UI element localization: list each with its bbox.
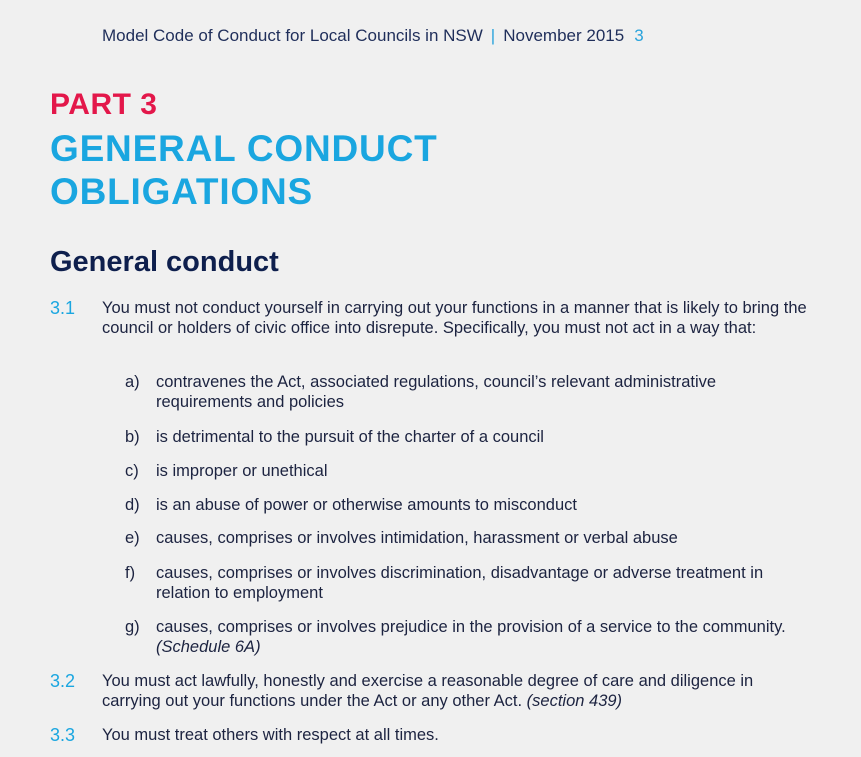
clause-3-1	[50, 298, 810, 338]
running-header	[102, 26, 644, 46]
clause-number: 3.3	[50, 725, 76, 745]
document-date: November 2015	[503, 26, 625, 45]
list-item-text: causes, comprises or involves discrimination, disadvantage or adverse treatment in relation to employment	[156, 564, 764, 602]
clause-text: You must not conduct yourself in carrying out your functions in a manner that is likely to bring the council or holders of civic office into disrepute. Specifically, you must not act in a way that:	[102, 299, 807, 337]
list-item-letter: c)	[125, 462, 139, 480]
clause-3-3	[50, 725, 810, 745]
list-item-text	[156, 617, 805, 657]
schedule-reference: (Schedule 6A)	[156, 638, 261, 656]
list-item-letter: f)	[125, 564, 136, 582]
list-item-f	[125, 563, 805, 603]
list-item-g	[125, 617, 805, 657]
clause-text	[102, 671, 810, 711]
header-separator: |	[490, 26, 496, 45]
list-item-letter: b)	[125, 428, 140, 446]
list-item-body: causes, comprises or involves prejudice in the provision of a service to the community.	[156, 618, 786, 636]
page-number: 3	[634, 26, 644, 45]
section-reference: (section 439)	[526, 692, 623, 710]
clause-body: You must act lawfully, honestly and exercise a reasonable degree of care and diligence in carrying out your functions under the Act or any other Act.	[102, 672, 754, 710]
part-label: PART 3	[50, 88, 158, 121]
clause-3-2	[50, 671, 810, 711]
clause-number: 3.1	[50, 298, 76, 318]
list-item-text: is improper or unethical	[156, 462, 328, 480]
list-item-letter: a)	[125, 373, 140, 391]
document-title: Model Code of Conduct for Local Councils in NSW	[102, 26, 483, 45]
list-item-d	[125, 495, 805, 515]
list-item-b	[125, 427, 805, 447]
list-item-c	[125, 461, 805, 481]
list-item-e	[125, 528, 805, 548]
list-item-text: is detrimental to the pursuit of the charter of a council	[156, 428, 544, 446]
section-heading: General conduct	[50, 246, 279, 278]
clause-text: You must treat others with respect at all times.	[102, 726, 439, 744]
list-item-letter: d)	[125, 496, 140, 514]
list-item-letter: g)	[125, 618, 140, 636]
list-item-text: contravenes the Act, associated regulations, council’s relevant administrative requirements and policies	[156, 373, 717, 411]
part-title: GENERAL CONDUCT OBLIGATIONS	[50, 128, 438, 212]
clause-number: 3.2	[50, 671, 76, 691]
list-item-text: is an abuse of power or otherwise amounts to misconduct	[156, 496, 577, 514]
list-item-letter: e)	[125, 529, 140, 547]
list-item-a	[125, 372, 805, 412]
list-item-text: causes, comprises or involves intimidation, harassment or verbal abuse	[156, 529, 678, 547]
